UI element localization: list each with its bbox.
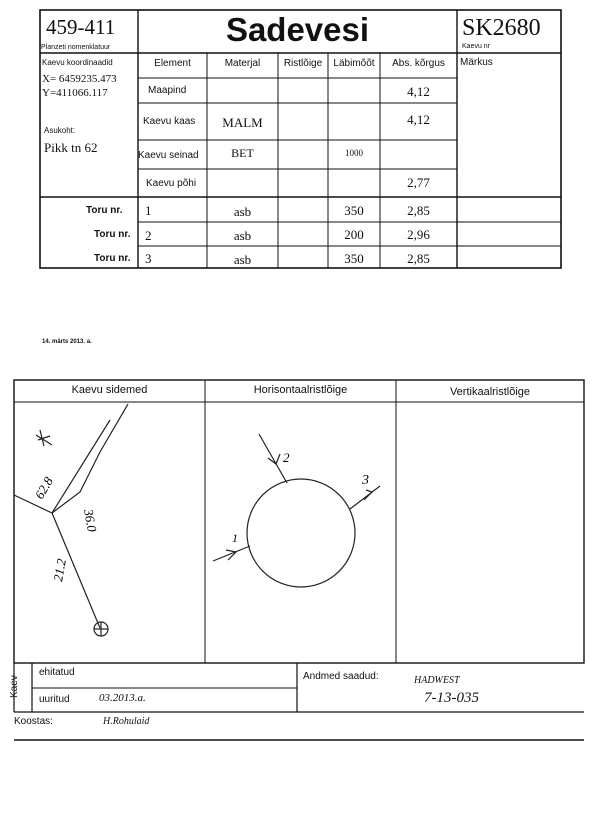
nomenclature-number: 459-411 xyxy=(46,15,116,39)
section-ties-title: Kaevu sidemed xyxy=(71,384,148,396)
row-material-walls: BET xyxy=(231,146,254,160)
tie-distance-3: 21.2 xyxy=(50,557,69,583)
pipe-diameter-3: 350 xyxy=(344,251,364,266)
header-element: Element xyxy=(154,58,191,69)
pipe-material-3: asb xyxy=(233,252,252,267)
pipe-material-1: asb xyxy=(233,204,252,219)
pipe-nr-2: 2 xyxy=(145,228,152,243)
well-number-caption: Kaevu nr xyxy=(462,43,491,50)
pipe-label-3: Toru nr. xyxy=(94,253,131,264)
pipe-height-1: 2,85 xyxy=(407,203,430,218)
section-horizontal-title: Horisontaalristlõige xyxy=(253,384,348,396)
location-caption: Asukoht: xyxy=(44,126,76,135)
header-material: Materjal xyxy=(224,58,261,69)
pipe-nr-1: 1 xyxy=(145,203,152,218)
pipe-diameter-1: 350 xyxy=(344,203,364,218)
built-label: ehitatud xyxy=(39,667,75,678)
surveyed-value: 03.2013.a. xyxy=(99,692,146,704)
well-outline xyxy=(247,479,355,587)
tie-line-mid xyxy=(52,420,110,513)
ties-sketch xyxy=(14,404,128,636)
coordinate-y: Y=411066.117 xyxy=(42,87,108,99)
section-vertical-title: Vertikaalristlõige xyxy=(449,386,531,398)
row-element-bottom: Kaevu põhi xyxy=(146,178,197,189)
source-label: Andmed saadud: xyxy=(303,671,379,682)
pipe-line-3 xyxy=(350,486,380,509)
coordinates-caption: Kaevu koordinaadid xyxy=(42,58,113,67)
row-element-cover: Kaevu kaas xyxy=(143,116,196,127)
author-value: H.Rohulaid xyxy=(103,716,150,727)
horizontal-section xyxy=(213,434,380,587)
header-diameter: Läbimõõt xyxy=(333,58,375,69)
row-height-cover: 4,12 xyxy=(407,112,430,127)
source-code: 7-13-035 xyxy=(424,690,479,706)
pipe-material-2: asb xyxy=(233,228,252,243)
pipe-diameter-2: 200 xyxy=(344,227,364,242)
pipe-marker-1: 1 xyxy=(232,531,238,545)
pipe-marker-2: 2 xyxy=(283,450,290,465)
pipe-nr-3: 3 xyxy=(145,251,152,266)
well-number: SK2680 xyxy=(462,15,541,41)
row-material-cover: MALM xyxy=(222,115,263,130)
pipe-height-2: 2,96 xyxy=(407,227,430,242)
pipe-marker-3: 3 xyxy=(362,473,369,488)
date-stamp: 14. märts 2013. a. xyxy=(42,339,92,345)
nomenclature-caption: Planzeti nomenklatuur xyxy=(41,44,111,51)
tie-distance-1: 62.8 xyxy=(31,474,56,502)
row-element-ground: Maapind xyxy=(148,85,187,96)
header-abs-height: Abs. kõrgus xyxy=(392,58,445,69)
tie-line-upper xyxy=(52,404,128,513)
tie-distance-2: 36.0 xyxy=(81,507,100,533)
page-title: Sadevesi xyxy=(225,11,370,48)
header-cross-section: Ristlõige xyxy=(283,58,323,69)
pipe-arrow-2-icon xyxy=(268,454,280,464)
row-height-ground: 4,12 xyxy=(407,84,430,99)
kaev-label: Kaev xyxy=(9,675,20,698)
pipe-label-1: Toru nr. xyxy=(86,205,123,216)
row-element-walls: Kaevu seinad xyxy=(138,150,199,161)
row-diameter-walls: 1000 xyxy=(345,148,363,158)
pipe-height-3: 2,85 xyxy=(407,251,430,266)
location-value: Pikk tn 62 xyxy=(44,140,98,155)
source-value: HADWEST xyxy=(414,675,460,686)
author-label: Koostas: xyxy=(14,716,53,727)
pipe-label-2: Toru nr. xyxy=(94,229,131,240)
row-height-bottom: 2,77 xyxy=(407,175,430,190)
surveyed-label: uuritud xyxy=(39,694,70,705)
header-remarks: Märkus xyxy=(460,57,493,68)
pipe-line-1 xyxy=(213,546,250,561)
coordinate-x: X= 6459235.473 xyxy=(42,73,117,85)
